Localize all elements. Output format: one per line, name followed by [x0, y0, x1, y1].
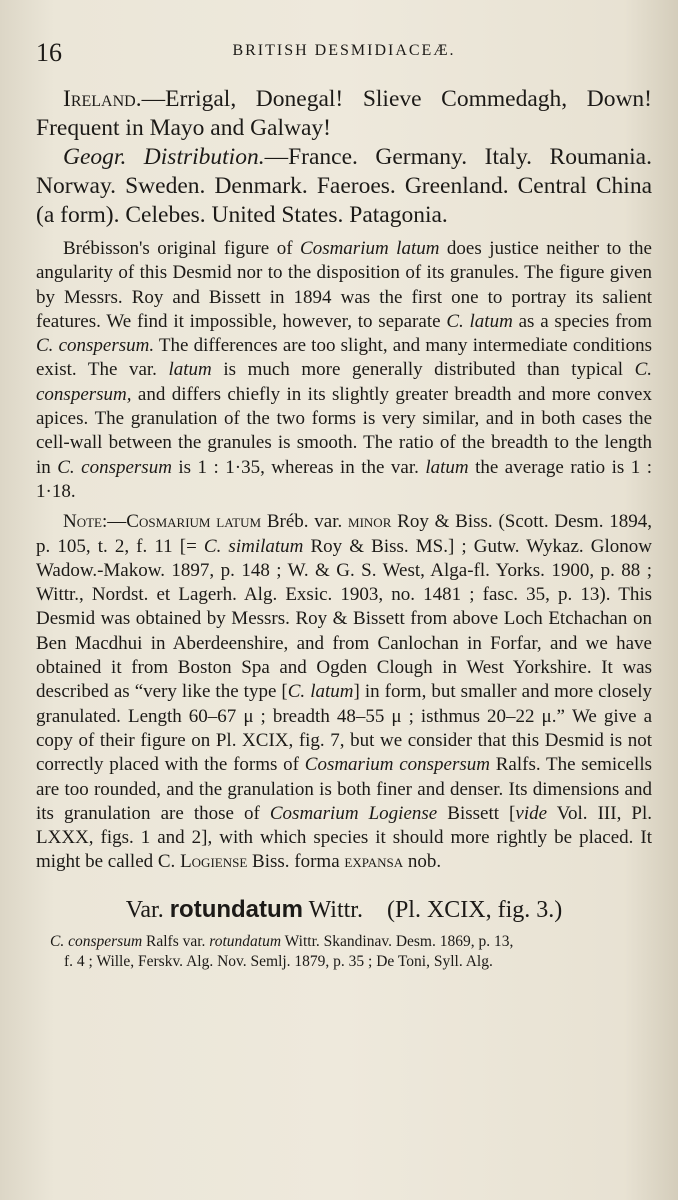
note-text-6: Ralfs. The semicells are too rounded, and the granulation is both finer and denser. Its dimensions and its granulation are those of	[36, 754, 653, 824]
para1-italic-5: C. conspersum,	[36, 359, 652, 405]
para1-text-6: and differs chiefly in its slightly greater breadth and more convex apices. The granulation of the two forms is very similar, and in both cases the cell-wall between the granules is smooth. The ratio of the breadth to the length in	[36, 383, 652, 478]
citation-italic-1: C. conspersum	[50, 932, 143, 950]
citation-text-2: Wittr. Skandinav. Desm. 1869, p. 13,	[281, 932, 514, 950]
note-text-2: Bréb. var.	[261, 511, 349, 533]
running-head	[36, 30, 652, 70]
note-text-4: Roy & Biss. MS.] ; Gutw. Wykaz. Glonow Wadow.-Makow. 1897, p. 148 ; W. & G. S. West, Alga-fl. Yorks. 1900, p. 88 ; Wittr., Nordst. et Lagerh. Alg. Exsic. 1903, no. 1481 ; fasc. 35, p. 13). This Desmid was obtained by Messrs. Roy & Bissett from above Loch Etchachan on Ben Macdhui in Aberdeenshire, and from Canlochan in Forfar, and we have obtained it from Boston Spa and Ogden Clough in West Yorkshire. It was described as “very like the type [	[36, 535, 652, 703]
para1-text-5: is much more generally distributed than typical	[211, 359, 635, 381]
para1-text-4: The differences are too slight, and many intermediate conditions exist. The var.	[36, 335, 652, 381]
note-italic-3: Cosmarium conspersum	[304, 754, 490, 776]
citation-italic-2: rotundatum	[209, 932, 282, 950]
note-text-5: ] in form, but smaller and more closely granulated. Length 60–67 μ ; breadth 48–55 μ ; isthmus 20–22 μ.” We give a copy of their figure on Pl. XCIX, fig. 7, but we consider that this Desmid is not correctly placed with the forms of	[36, 681, 652, 776]
ireland-text: —Errigal, Donegal! Slieve Commedagh, Down! Frequent in Mayo and Galway!	[36, 86, 652, 141]
note-italic-1: C. similatum	[203, 535, 304, 557]
variety-heading	[36, 894, 652, 926]
page-number: 16	[36, 38, 62, 67]
citation-text-1: Ralfs var.	[142, 932, 210, 950]
note-text-9: Biss. forma	[247, 851, 345, 873]
note-paragraph	[36, 510, 652, 874]
note-text-10: nob.	[403, 851, 442, 873]
variety-prefix: Var.	[125, 896, 170, 923]
variety-citation	[36, 932, 652, 972]
note-smallcaps-3: Logiense	[180, 851, 248, 873]
note-italic-4: Cosmarium Logiense	[269, 802, 438, 824]
note-text-8: Vol. III, Pl. LXXX, figs. 1 and 2], with which species it should more rightly be placed. It might be called C.	[36, 802, 652, 873]
para1-italic-7: latum	[425, 456, 469, 478]
para1-text-8: the average ratio is 1 : 1·18.	[36, 456, 652, 502]
running-title: BRITISH DESMIDIACEÆ.	[232, 42, 456, 59]
variety-plate-ref: (Pl. XCIX, fig. 3.)	[386, 896, 563, 923]
note-italic-2: C. latum	[287, 681, 354, 703]
para1-italic-6: C. conspersum	[57, 456, 172, 478]
para1-italic-1: Cosmarium latum	[300, 238, 440, 259]
note-text-3: Roy & Biss. (Scott. Desm. 1894, p. 105, t. 2, f. 11 [=	[36, 511, 652, 557]
discussion-paragraph	[36, 237, 652, 504]
para1-italic-2: C. latum	[446, 310, 513, 332]
note-text-7: Bissett [	[437, 802, 516, 824]
citation-line-2: f. 4 ; Wille, Ferskv. Alg. Nov. Semlj. 1879, p. 35 ; De Toni, Syll. Alg.	[64, 952, 493, 970]
geographic-distribution	[36, 143, 652, 230]
distribution-label: Geogr. Distribution.	[63, 144, 265, 170]
para1-italic-4: latum	[168, 359, 212, 381]
para1-text-2: does justice neither to the angularity of this Desmid nor to the disposition of its granules. The figure given by Messrs. Roy and Bissett in 1894 was the first one to portray its salient features. We find it impossible, however, to separate	[36, 238, 652, 332]
distribution-text: —France. Germany. Italy. Roumania. Norway. Sweden. Denmark. Faeroes. Greenland. Central China (a form). Celebes. United States. Patagonia.	[36, 144, 652, 228]
note-smallcaps-4: expansa	[344, 851, 404, 873]
para1-text-3: as a species from	[512, 310, 653, 332]
variety-name: rotundatum	[169, 895, 304, 923]
variety-author: Wittr.	[303, 896, 363, 923]
note-text-1: :—	[102, 511, 127, 533]
note-italic-5: vide	[515, 802, 548, 824]
para1-text-1: Brébisson's original figure of	[63, 238, 301, 259]
para1-text-7: is 1 : 1·35, whereas in the var.	[171, 456, 426, 478]
note-label: Note	[63, 511, 102, 533]
note-smallcaps-1: Cosmarium latum	[126, 511, 262, 533]
ireland-records	[36, 85, 652, 143]
para1-italic-3: C. conspersum.	[36, 335, 155, 357]
ireland-label: Ireland.	[63, 86, 142, 112]
note-smallcaps-2: minor	[348, 511, 392, 533]
